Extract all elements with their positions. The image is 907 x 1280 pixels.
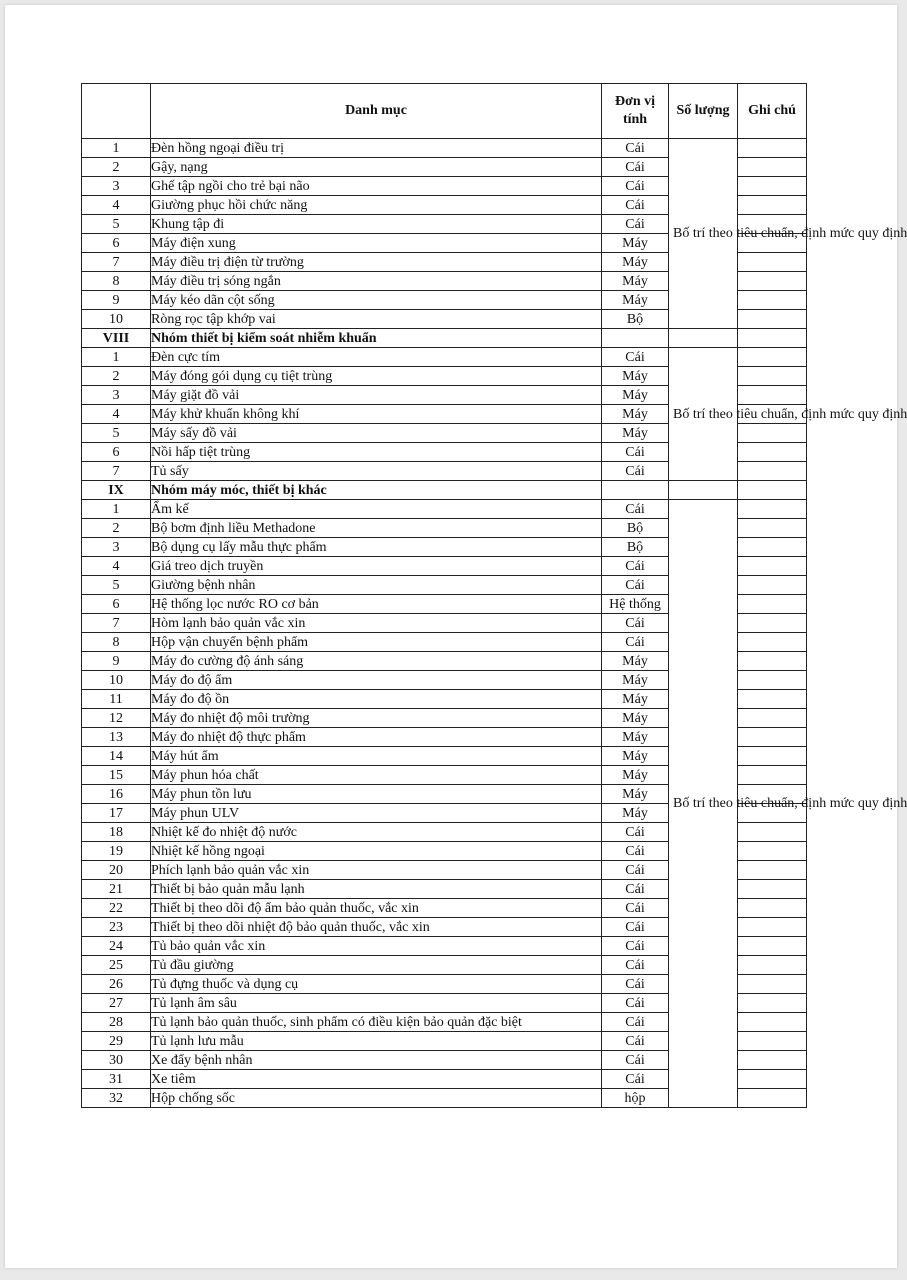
item-name: Máy điện xung (151, 234, 602, 253)
item-number: 2 (82, 158, 151, 177)
item-number: 2 (82, 519, 151, 538)
item-unit: Cái (602, 956, 669, 975)
item-name: Giường phục hồi chức năng (151, 196, 602, 215)
item-unit: Máy (602, 785, 669, 804)
item-number: 30 (82, 1051, 151, 1070)
item-number: 7 (82, 614, 151, 633)
item-number: 27 (82, 994, 151, 1013)
item-name: Tủ lạnh lưu mẫu (151, 1032, 602, 1051)
header-stt (82, 84, 151, 139)
item-note (738, 158, 807, 177)
item-number: 12 (82, 709, 151, 728)
item-number: 6 (82, 595, 151, 614)
item-unit: Máy (602, 291, 669, 310)
item-unit: Máy (602, 367, 669, 386)
item-note (738, 1070, 807, 1089)
item-unit: Máy (602, 804, 669, 823)
item-name: Phích lạnh bảo quản vắc xin (151, 861, 602, 880)
item-number: 3 (82, 538, 151, 557)
table-row (82, 500, 807, 519)
section-number: IX (82, 481, 151, 500)
item-unit: Máy (602, 690, 669, 709)
item-name: Tủ bảo quản vắc xin (151, 937, 602, 956)
item-number: 1 (82, 139, 151, 158)
item-note (738, 861, 807, 880)
item-name: Ẩm kế (151, 500, 602, 519)
item-note (738, 1032, 807, 1051)
item-number: 32 (82, 1089, 151, 1108)
item-number: 31 (82, 1070, 151, 1089)
quantity-note: Bố trí theo tiêu chuẩn, định mức quy định (673, 406, 907, 422)
item-note (738, 177, 807, 196)
item-number: 21 (82, 880, 151, 899)
item-unit: Máy (602, 272, 669, 291)
item-name: Đèn hồng ngoại điều trị (151, 139, 602, 158)
item-number: 22 (82, 899, 151, 918)
item-number: 7 (82, 253, 151, 272)
item-number: 4 (82, 405, 151, 424)
item-note (738, 367, 807, 386)
item-name: Thiết bị bảo quản mẫu lạnh (151, 880, 602, 899)
item-name: Máy đo nhiệt độ môi trường (151, 709, 602, 728)
item-note (738, 443, 807, 462)
item-unit: Cái (602, 823, 669, 842)
item-name: Khung tập đi (151, 215, 602, 234)
item-name: Máy sấy đồ vải (151, 424, 602, 443)
item-note (738, 386, 807, 405)
item-name: Tủ đựng thuốc và dụng cụ (151, 975, 602, 994)
quantity-note-cell (669, 500, 907, 1108)
item-unit: Cái (602, 576, 669, 595)
item-number: 10 (82, 310, 151, 329)
item-name: Máy đóng gói dụng cụ tiệt trùng (151, 367, 602, 386)
item-name: Máy đo độ ẩm (151, 671, 602, 690)
section-note-cell (738, 481, 807, 500)
item-note (738, 253, 807, 272)
item-note (738, 519, 807, 538)
item-unit: Cái (602, 215, 669, 234)
item-name: Nồi hấp tiệt trùng (151, 443, 602, 462)
item-unit: Bộ (602, 519, 669, 538)
item-note (738, 595, 807, 614)
item-note (738, 633, 807, 652)
item-note (738, 880, 807, 899)
item-note (738, 918, 807, 937)
table-row (82, 139, 807, 158)
item-number: 9 (82, 291, 151, 310)
item-name: Máy giặt đồ vải (151, 386, 602, 405)
quantity-note: Bố trí theo tiêu chuẩn, định mức quy định (673, 226, 907, 241)
item-note (738, 709, 807, 728)
item-unit: Cái (602, 1070, 669, 1089)
item-unit: Cái (602, 443, 669, 462)
item-unit: Cái (602, 348, 669, 367)
item-name: Máy hút ẩm (151, 747, 602, 766)
item-name: Bộ bơm định liều Methadone (151, 519, 602, 538)
item-name: Máy kéo dãn cột sống (151, 291, 602, 310)
item-number: 8 (82, 272, 151, 291)
item-number: 3 (82, 386, 151, 405)
table-body (82, 139, 907, 1108)
item-number: 16 (82, 785, 151, 804)
item-number: 24 (82, 937, 151, 956)
item-unit: Máy (602, 652, 669, 671)
item-unit: Cái (602, 994, 669, 1013)
item-unit: Máy (602, 405, 669, 424)
item-note (738, 500, 807, 519)
item-note (738, 747, 807, 766)
item-unit: Cái (602, 899, 669, 918)
equipment-table (81, 83, 907, 1108)
item-unit: Máy (602, 386, 669, 405)
item-note (738, 538, 807, 557)
header-qty: Số lượng (669, 84, 738, 139)
item-name: Nhiệt kế hồng ngoại (151, 842, 602, 861)
item-name: Tủ sấy (151, 462, 602, 481)
item-name: Tủ đầu giường (151, 956, 602, 975)
item-note (738, 652, 807, 671)
item-unit: Cái (602, 557, 669, 576)
item-note (738, 994, 807, 1013)
item-number: 4 (82, 557, 151, 576)
item-number: 1 (82, 500, 151, 519)
section-unit-cell (602, 329, 669, 348)
item-name: Máy đo nhiệt độ thực phẩm (151, 728, 602, 747)
header-note: Ghi chú (738, 84, 807, 139)
item-note (738, 424, 807, 443)
item-unit: Máy (602, 671, 669, 690)
item-number: 13 (82, 728, 151, 747)
item-unit: Máy (602, 747, 669, 766)
item-number: 6 (82, 234, 151, 253)
item-note (738, 291, 807, 310)
item-name: Tủ lạnh âm sâu (151, 994, 602, 1013)
item-unit: Cái (602, 1032, 669, 1051)
item-unit: hộp (602, 1089, 669, 1108)
item-unit: Hệ thống (602, 595, 669, 614)
quantity-note-cell (669, 139, 907, 329)
document-page (5, 5, 907, 1268)
item-unit: Cái (602, 918, 669, 937)
item-note (738, 1013, 807, 1032)
item-unit: Cái (602, 937, 669, 956)
item-unit: Cái (602, 880, 669, 899)
item-number: 23 (82, 918, 151, 937)
item-note (738, 139, 807, 158)
item-unit: Máy (602, 728, 669, 747)
item-number: 15 (82, 766, 151, 785)
item-name: Gậy, nạng (151, 158, 602, 177)
item-unit: Cái (602, 861, 669, 880)
item-number: 19 (82, 842, 151, 861)
item-note (738, 842, 807, 861)
item-name: Tủ lạnh bảo quản thuốc, sinh phẩm có điều kiện bảo quản đặc biệt (151, 1013, 602, 1032)
item-unit: Cái (602, 614, 669, 633)
item-note (738, 1051, 807, 1070)
item-unit: Cái (602, 139, 669, 158)
section-qty-cell (669, 329, 738, 348)
table-row (82, 348, 807, 367)
item-unit: Máy (602, 766, 669, 785)
item-number: 8 (82, 633, 151, 652)
item-note (738, 576, 807, 595)
item-unit: Máy (602, 234, 669, 253)
item-number: 6 (82, 443, 151, 462)
item-unit: Cái (602, 1051, 669, 1070)
item-name: Máy phun hóa chất (151, 766, 602, 785)
table-header-row (82, 84, 807, 139)
item-name: Hộp vận chuyển bệnh phẩm (151, 633, 602, 652)
item-note (738, 557, 807, 576)
item-note (738, 956, 807, 975)
item-name: Máy đo độ ồn (151, 690, 602, 709)
item-number: 10 (82, 671, 151, 690)
item-name: Hòm lạnh bảo quản vắc xin (151, 614, 602, 633)
item-number: 18 (82, 823, 151, 842)
item-name: Xe đẩy bệnh nhân (151, 1051, 602, 1070)
item-number: 11 (82, 690, 151, 709)
item-name: Máy điều trị điện từ trường (151, 253, 602, 272)
item-note (738, 462, 807, 481)
item-unit: Cái (602, 462, 669, 481)
item-unit: Cái (602, 196, 669, 215)
item-unit: Cái (602, 1013, 669, 1032)
section-title: Nhóm thiết bị kiểm soát nhiễm khuẩn (151, 329, 602, 348)
item-number: 25 (82, 956, 151, 975)
item-number: 5 (82, 215, 151, 234)
item-note (738, 272, 807, 291)
item-note (738, 823, 807, 842)
item-name: Ròng rọc tập khớp vai (151, 310, 602, 329)
quantity-note-cell (669, 348, 907, 481)
item-number: 20 (82, 861, 151, 880)
item-note (738, 310, 807, 329)
item-name: Hệ thống lọc nước RO cơ bản (151, 595, 602, 614)
item-number: 5 (82, 576, 151, 595)
item-note (738, 766, 807, 785)
section-title: Nhóm máy móc, thiết bị khác (151, 481, 602, 500)
item-number: 9 (82, 652, 151, 671)
item-number: 29 (82, 1032, 151, 1051)
section-row (82, 481, 807, 500)
item-number: 1 (82, 348, 151, 367)
item-note (738, 1089, 807, 1108)
item-number: 28 (82, 1013, 151, 1032)
item-name: Đèn cực tím (151, 348, 602, 367)
item-number: 14 (82, 747, 151, 766)
item-name: Máy điều trị sóng ngắn (151, 272, 602, 291)
item-unit: Cái (602, 842, 669, 861)
item-unit: Cái (602, 177, 669, 196)
item-unit: Máy (602, 424, 669, 443)
section-unit-cell (602, 481, 669, 500)
item-unit: Bộ (602, 538, 669, 557)
item-name: Máy phun tồn lưu (151, 785, 602, 804)
section-number: VIII (82, 329, 151, 348)
item-unit: Bộ (602, 310, 669, 329)
item-name: Xe tiêm (151, 1070, 602, 1089)
section-note-cell (738, 329, 807, 348)
item-note (738, 899, 807, 918)
item-number: 3 (82, 177, 151, 196)
item-name: Thiết bị theo dõi độ ẩm bảo quản thuốc, vắc xin (151, 899, 602, 918)
item-name: Máy phun ULV (151, 804, 602, 823)
item-number: 7 (82, 462, 151, 481)
item-note (738, 614, 807, 633)
item-name: Máy khử khuẩn không khí (151, 405, 602, 424)
item-number: 2 (82, 367, 151, 386)
item-name: Giá treo dịch truyền (151, 557, 602, 576)
header-name: Danh mục (151, 84, 602, 139)
section-qty-cell (669, 481, 738, 500)
item-note (738, 196, 807, 215)
item-name: Hộp chống sốc (151, 1089, 602, 1108)
item-unit: Cái (602, 500, 669, 519)
item-number: 4 (82, 196, 151, 215)
item-unit: Cái (602, 975, 669, 994)
item-note (738, 728, 807, 747)
item-note (738, 348, 807, 367)
item-note (738, 690, 807, 709)
item-note (738, 975, 807, 994)
item-unit: Máy (602, 253, 669, 272)
item-name: Bộ dụng cụ lấy mẫu thực phẩm (151, 538, 602, 557)
section-row (82, 329, 807, 348)
item-number: 5 (82, 424, 151, 443)
item-name: Máy đo cường độ ánh sáng (151, 652, 602, 671)
header-unit: Đơn vị tính (602, 84, 669, 139)
item-name: Giường bệnh nhân (151, 576, 602, 595)
item-note (738, 937, 807, 956)
item-number: 17 (82, 804, 151, 823)
item-name: Thiết bị theo dõi nhiệt độ bảo quản thuốc, vắc xin (151, 918, 602, 937)
item-name: Ghế tập ngồi cho trẻ bại não (151, 177, 602, 196)
item-unit: Máy (602, 709, 669, 728)
item-unit: Cái (602, 633, 669, 652)
quantity-note: Bố trí theo tiêu chuẩn, định mức quy định (673, 796, 907, 811)
item-note (738, 671, 807, 690)
item-unit: Cái (602, 158, 669, 177)
item-number: 26 (82, 975, 151, 994)
item-name: Nhiệt kế đo nhiệt độ nước (151, 823, 602, 842)
